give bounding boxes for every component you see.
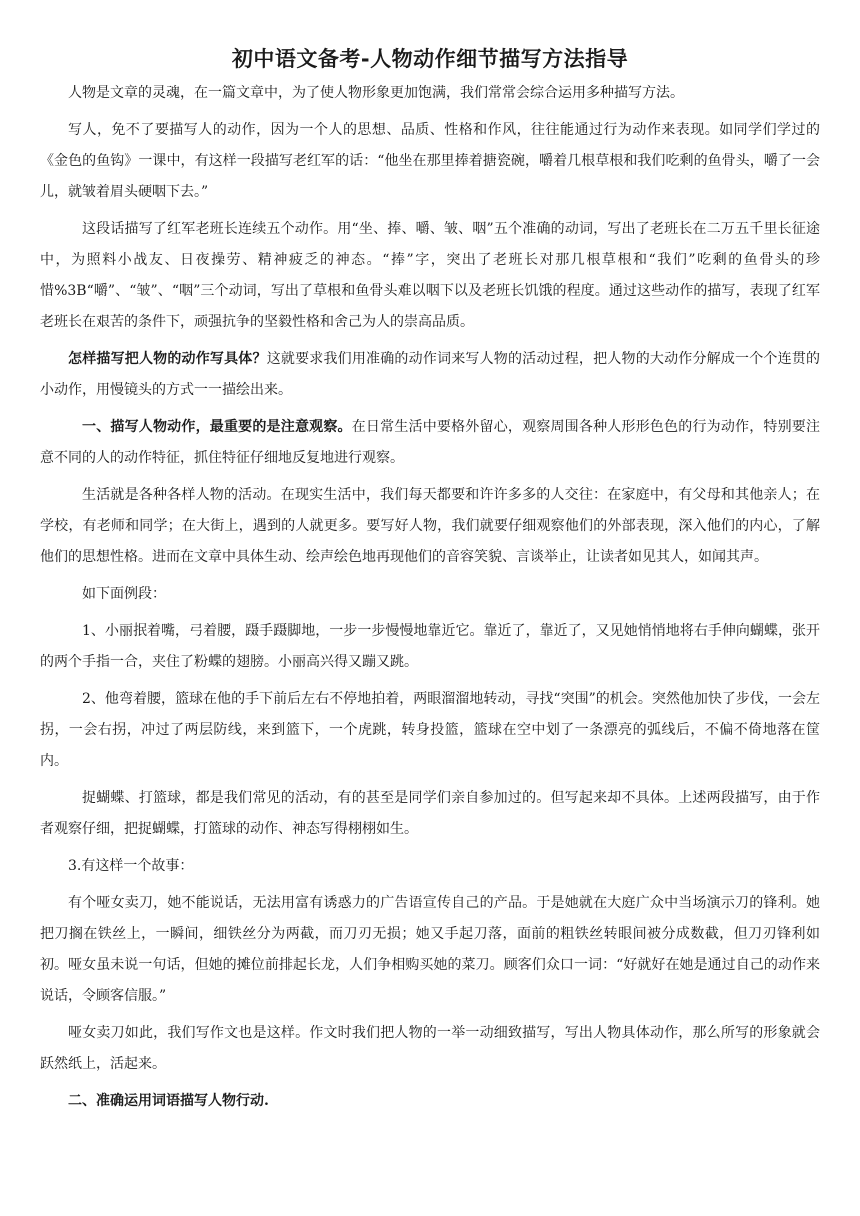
paragraph-examples-lead: 如下面例段： — [82, 586, 166, 602]
document-title: 初中语文备考-人物动作细节描写方法指导 — [231, 47, 629, 71]
paragraph-section-one — [40, 412, 820, 474]
paragraph-examples-comment: 捉蝴蝶、打篮球，都是我们常见的活动，有的甚至是同学们亲自参加过的。但写起来却不具体。上述两段描写，由于作者观察仔细，把捉蝴蝶，打篮球的动作、神态写得栩栩如生。 — [40, 790, 820, 837]
section-one-body: 在日常生活中要格外留心，观察周围各种人形形色色的行为动作，特别要注意不同的人的动作特征，抓住特征仔细地反复地进行观察。 — [40, 419, 821, 466]
question-heading: 怎样描写把人物的动作写具体？ — [68, 351, 267, 367]
section-one-heading: 一、描写人物动作，最重要的是注意观察。 — [82, 419, 352, 435]
section-two-heading: 二、准确运用词语描写人物行动. — [68, 1093, 269, 1109]
question-body: 这就要求我们用准确的动作词来写人物的活动过程，把人物的大动作分解成一个个连贯的小动作，用慢镜头的方式一一描绘出来。 — [40, 351, 821, 398]
paragraph-life: 生活就是各种各样人物的活动。在现实生活中，我们每天都要和许许多多的人交往：在家庭中，有父母和其他亲人；在学校，有老师和同学；在大街上，遇到的人就更多。要写好人物，我们就要仔细观察他们的外部表现，深入他们的内心，了解他们的思想性格。进而在文章中具体生动、绘声绘色地再现他们的音容笑貌、言谈举止，让读者如见其人，如闻其声。 — [40, 487, 820, 565]
paragraph-example-butterfly: 1、小丽抿着嘴，弓着腰，蹑手蹑脚地，一步一步慢慢地靠近它。靠近了，靠近了，又见她悄悄地将右手伸向蝴蝶，张开的两个手指一合，夹住了粉蝶的翅膀。小丽高兴得又蹦又跳。 — [40, 623, 820, 670]
paragraph-example-basketball: 2、他弯着腰，篮球在他的手下前后左右不停地拍着，两眼溜溜地转动，寻找“突围”的机会。突然他加快了步伐，一会左拐，一会右拐，冲过了两层防线，来到篮下，一个虎跳，转身投篮，篮球在空中划了一条漂亮的弧线后，不偏不倚地落在筐内。 — [40, 691, 820, 769]
paragraph-story: 有个哑女卖刀，她不能说话，无法用富有诱惑力的广告语宣传自己的产品。于是她就在大庭广众中当场演示刀的锋利。她把刀搁在铁丝上，一瞬间，细铁丝分为两截，而刀刃无损；她又手起刀落，面前的粗铁丝转眼间被分成数截，但刀刃锋利如初。哑女虽未说一句话，但她的摊位前排起长龙，人们争相购买她的菜刀。顾客们众口一词：“好就好在她是通过自己的动作来说话，令顾客信服。” — [40, 895, 820, 1004]
paragraph-how-to — [40, 344, 820, 406]
paragraph-analysis: 这段话描写了红军老班长连续五个动作。用“坐、捧、嚼、皱、咽”五个准确的动词，写出了老班长在二万五千里长征途中，为照料小战友、日夜操劳、精神疲乏的神态。“捧”字，突出了老班长对那几根草根和“我们”吃剩的鱼骨头的珍惜%3B“嚼”、“皱”、“咽”三个动词，写出了草根和鱼骨头难以咽下以及老班长饥饿的程度。通过这些动作的描写，表现了红军老班长在艰苦的条件下，顽强抗争的坚毅性格和舍己为人的崇高品质。 — [40, 221, 820, 330]
paragraph-story-lead: 3.有这样一个故事： — [68, 858, 194, 874]
paragraph-golden-hook: 写人，免不了要描写人的动作，因为一个人的思想、品质、性格和作风，往往能通过行为动作来表现。如同学们学过的《金色的鱼钩》一课中，有这样一段描写老红军的话：“他坐在那里捧着搪瓷碗，嚼着几根草根和我们吃剩的鱼骨头，嚼了一会儿，就皱着眉头硬咽下去。” — [40, 122, 820, 200]
paragraph-intro: 人物是文章的灵魂，在一篇文章中，为了使人物形象更加饱满，我们常常会综合运用多种描写方法。 — [68, 85, 684, 101]
paragraph-story-conclusion: 哑女卖刀如此，我们写作文也是这样。作文时我们把人物的一举一动细致描写，写出人物具体动作，那么所写的形象就会跃然纸上，活起来。 — [40, 1025, 820, 1072]
document-page — [40, 44, 820, 1123]
